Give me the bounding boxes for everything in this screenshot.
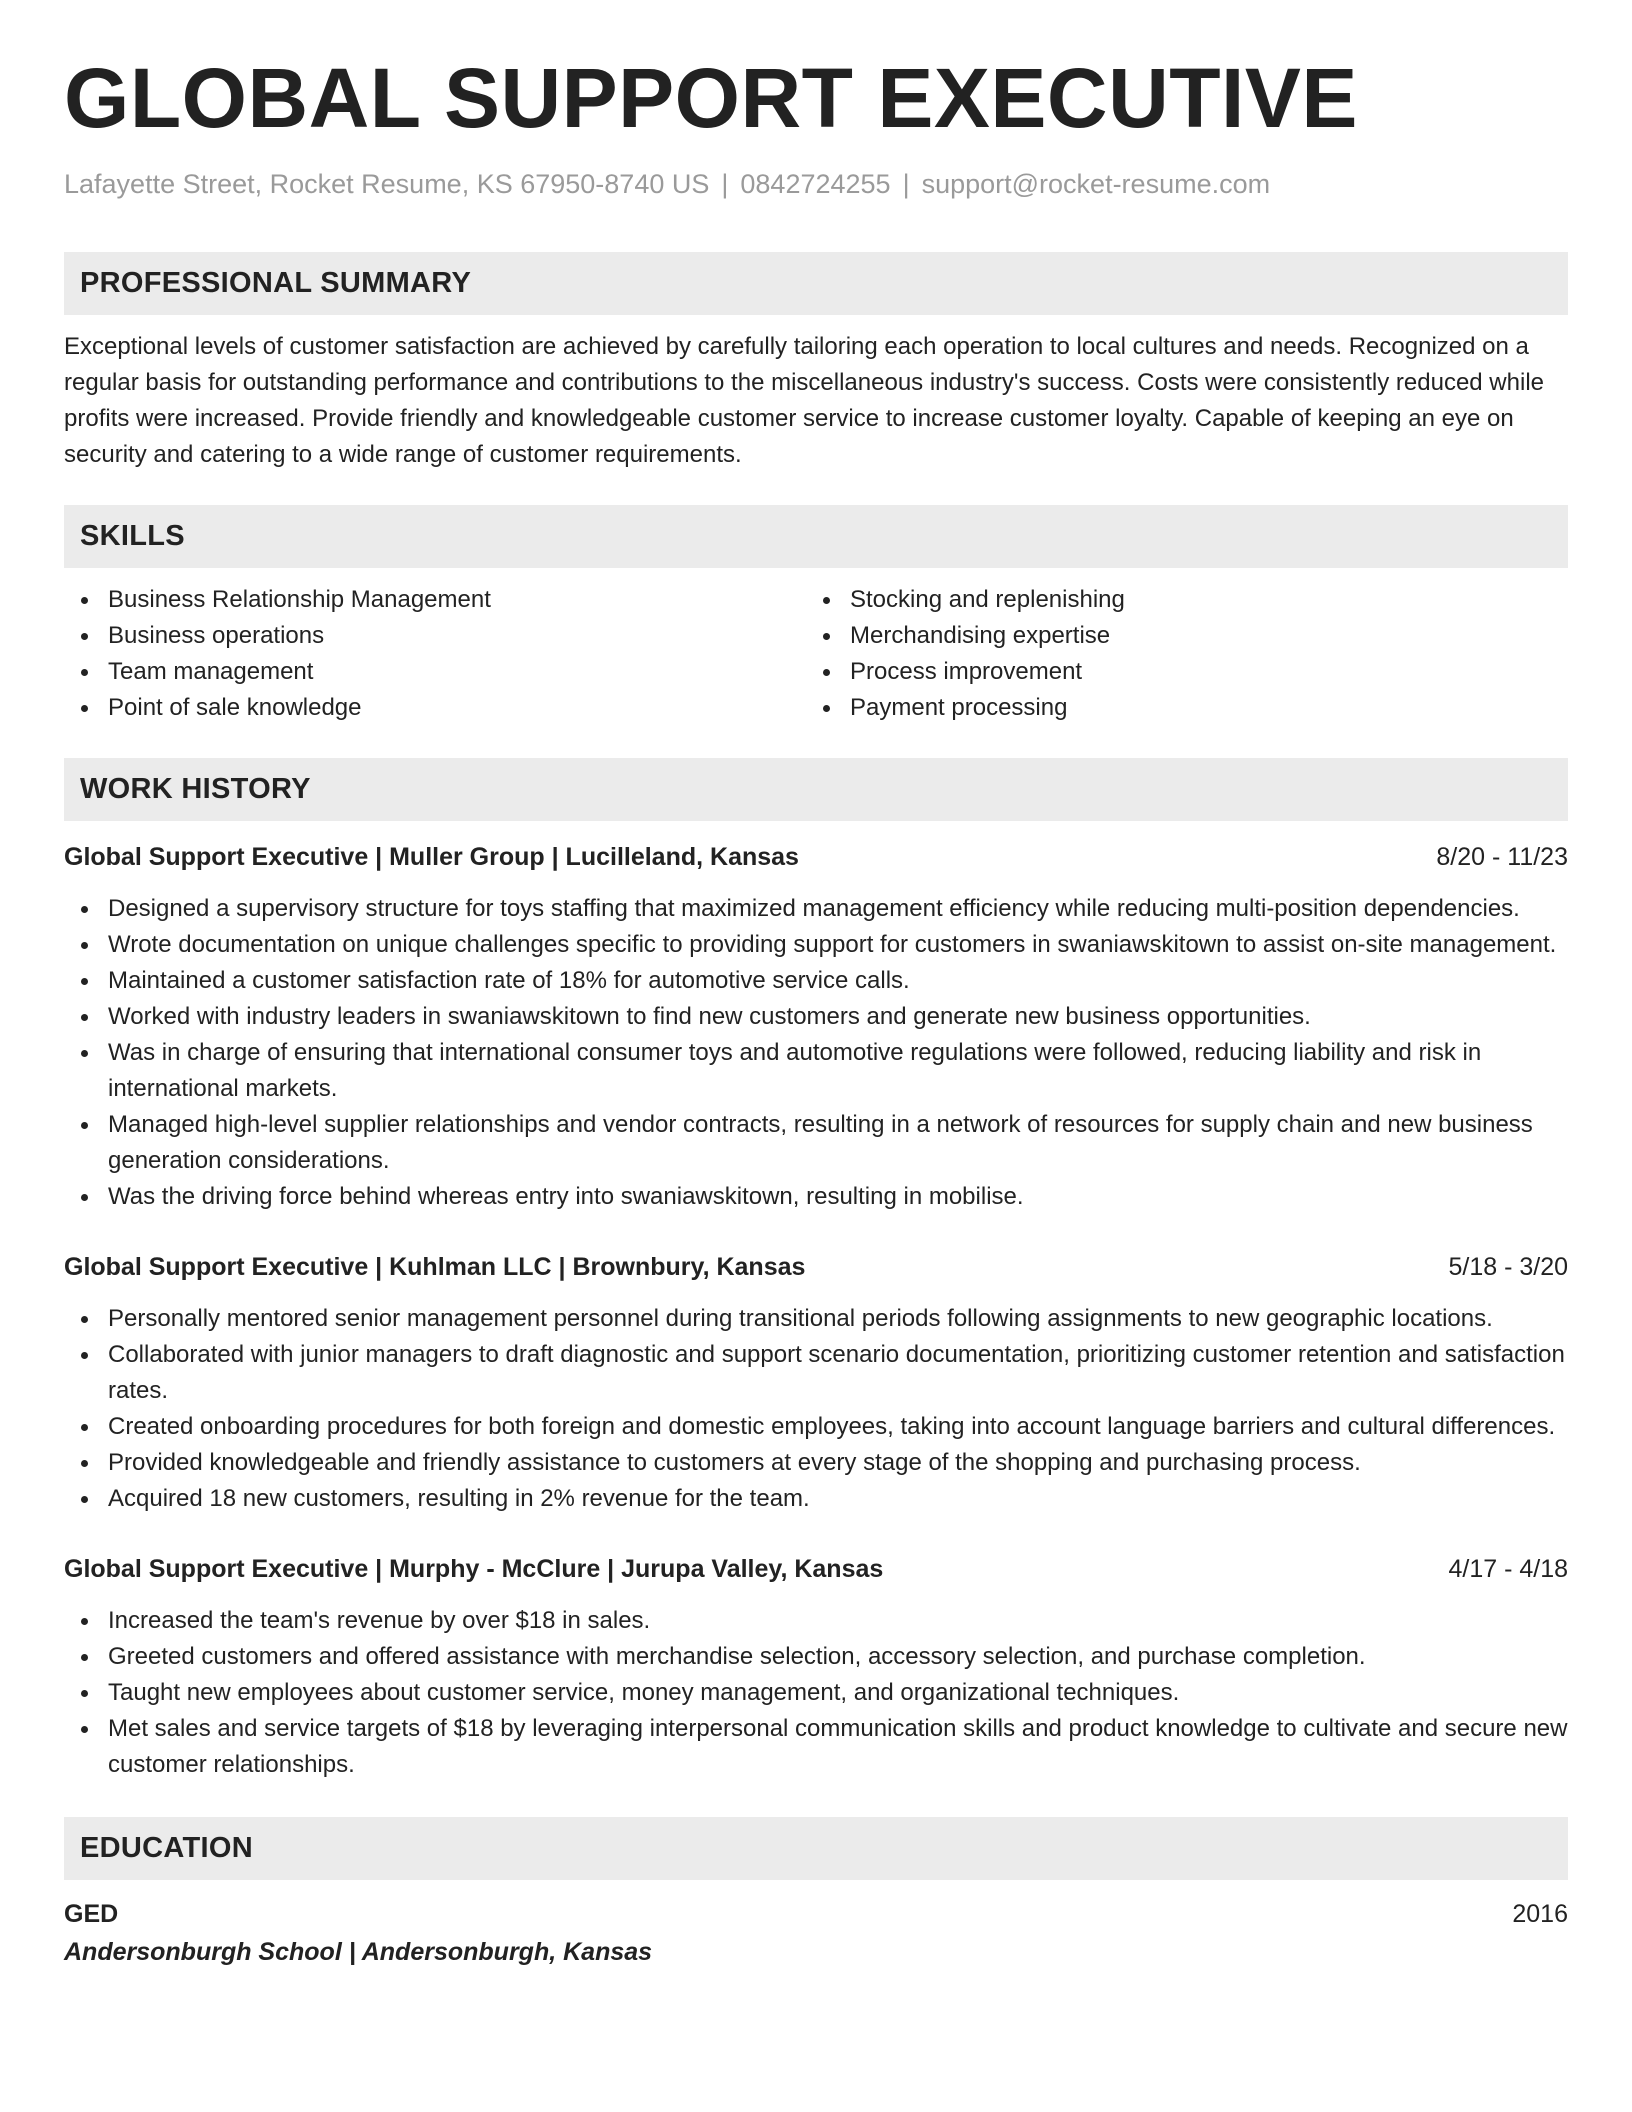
bullet-dot-icon — [81, 597, 88, 604]
bullet-text: Provided knowledgeable and friendly assistance to customers at every stage of the shopping and purchasing process. — [108, 1449, 1361, 1477]
section-header-work-history: WORK HISTORY — [64, 758, 1568, 821]
bullet-dot-icon — [81, 1726, 88, 1733]
bullet-item — [64, 618, 806, 654]
job-bullets — [64, 891, 1568, 1215]
bullet-text: Was in charge of ensuring that international consumer toys and automotive regulations were followed, reducing liability and risk in international markets. — [108, 1039, 1482, 1103]
bullet-dot-icon — [81, 1460, 88, 1467]
bullet-text: Created onboarding procedures for both foreign and domestic employees, taking into account language barriers and cultural differences. — [108, 1413, 1556, 1441]
bullet-text: Met sales and service targets of $18 by leveraging interpersonal communication skills and product knowledge to cultivate and secure new customer relationships. — [108, 1715, 1568, 1779]
bullet-dot-icon — [823, 597, 830, 604]
job-entry — [64, 1249, 1568, 1517]
bullet-text: Maintained a customer satisfaction rate of 18% for automotive service calls. — [108, 967, 910, 995]
bullet-item — [806, 690, 1548, 726]
bullet-dot-icon — [81, 942, 88, 949]
education-header — [64, 1896, 1568, 1932]
bullet-text: Greeted customers and offered assistance with merchandise selection, accessory selection, and purchase completion. — [108, 1643, 1366, 1671]
section-header-summary: PROFESSIONAL SUMMARY — [64, 252, 1568, 315]
bullet-text: Team management — [108, 658, 314, 686]
bullet-dot-icon — [81, 705, 88, 712]
bullet-dot-icon — [81, 1050, 88, 1057]
contact-separator: | — [721, 169, 729, 199]
bullet-text: Stocking and replenishing — [850, 586, 1125, 614]
bullet-item — [64, 1035, 1568, 1107]
bullet-dot-icon — [823, 669, 830, 676]
skills-column-left — [64, 582, 806, 726]
bullet-item — [806, 582, 1548, 618]
education-school: Andersonburgh School | Andersonburgh, Kansas — [64, 1938, 653, 1967]
bullet-item — [64, 690, 806, 726]
bullet-text: Worked with industry leaders in swaniawskitown to find new customers and generate new business opportunities. — [108, 1003, 1311, 1031]
bullet-text: Business operations — [108, 622, 325, 650]
bullet-text: Merchandising expertise — [850, 622, 1111, 650]
skills-column-right — [806, 582, 1548, 726]
bullet-text: Increased the team's revenue by over $18 in sales. — [108, 1607, 651, 1635]
job-bullets — [64, 1603, 1568, 1783]
bullet-text: Designed a supervisory structure for toys staffing that maximized management efficiency while reducing multi-position dependencies. — [108, 895, 1520, 923]
skills-grid — [64, 582, 1568, 726]
section-header-skills: SKILLS — [64, 505, 1568, 568]
job-bullets — [64, 1301, 1568, 1517]
bullet-dot-icon — [81, 633, 88, 640]
bullet-dot-icon — [81, 1316, 88, 1323]
bullet-item — [64, 1337, 1568, 1409]
job-title: Global Support Executive | Muller Group | Lucilleland, Kansas — [64, 843, 799, 872]
bullet-dot-icon — [81, 1194, 88, 1201]
contact-separator: | — [902, 169, 910, 199]
bullet-dot-icon — [823, 633, 830, 640]
bullet-dot-icon — [81, 906, 88, 913]
bullet-item — [64, 1639, 1568, 1675]
bullet-text: Personally mentored senior management personnel during transitional periods following assignments to new geographic locations. — [108, 1305, 1493, 1333]
job-header — [64, 1551, 1568, 1587]
job-header — [64, 839, 1568, 875]
bullet-item — [806, 618, 1548, 654]
bullet-text: Acquired 18 new customers, resulting in 2% revenue for the team. — [108, 1485, 810, 1513]
bullet-text: Payment processing — [850, 694, 1068, 722]
bullet-item — [64, 1675, 1568, 1711]
bullet-dot-icon — [81, 669, 88, 676]
bullet-text: Managed high-level supplier relationships and vendor contracts, resulting in a network of resources for supply chain and new business generation considerations. — [108, 1111, 1533, 1175]
bullet-item — [64, 1107, 1568, 1179]
job-dates: 4/17 - 4/18 — [1448, 1555, 1568, 1584]
bullet-item — [64, 1481, 1568, 1517]
skills-list-left — [64, 582, 806, 726]
skills-list-right — [806, 582, 1548, 726]
bullet-dot-icon — [81, 1352, 88, 1359]
contact-address: Lafayette Street, Rocket Resume, KS 67950-8740 US — [64, 169, 710, 199]
bullet-item — [64, 927, 1568, 963]
job-entry — [64, 839, 1568, 1215]
bullet-dot-icon — [823, 705, 830, 712]
bullet-dot-icon — [81, 978, 88, 985]
job-dates: 8/20 - 11/23 — [1436, 843, 1568, 872]
bullet-dot-icon — [81, 1496, 88, 1503]
job-title: Global Support Executive | Murphy - McClure | Jurupa Valley, Kansas — [64, 1555, 884, 1584]
bullet-dot-icon — [81, 1122, 88, 1129]
education-year: 2016 — [1512, 1900, 1568, 1929]
contact-phone: 0842724255 — [740, 169, 891, 199]
bullet-dot-icon — [81, 1618, 88, 1625]
job-header — [64, 1249, 1568, 1285]
bullet-item — [64, 582, 806, 618]
section-header-education: EDUCATION — [64, 1817, 1568, 1880]
bullet-text: Point of sale knowledge — [108, 694, 362, 722]
bullet-dot-icon — [81, 1654, 88, 1661]
candidate-name: GLOBAL SUPPORT EXECUTIVE — [64, 51, 1358, 145]
bullet-item — [64, 1409, 1568, 1445]
summary-text: Exceptional levels of customer satisfaction are achieved by carefully tailoring each operation to local cultures and needs. Recognized on a regular basis for outstanding performance and contributions to the miscellaneous industry's success. Costs were consistently reduced while profits were increased. Provide friendly and knowledgeable customer service to increase customer loyalty. Capable of keeping an eye on security and catering to a wide range of customer requirements. — [64, 333, 1544, 469]
bullet-item — [64, 999, 1568, 1035]
contact-line — [64, 168, 1568, 200]
contact-email: support@rocket-resume.com — [921, 169, 1271, 199]
bullet-text: Was the driving force behind whereas entry into swaniawskitown, resulting in mobilise. — [108, 1183, 1024, 1211]
bullet-item — [64, 1711, 1568, 1783]
job-entry — [64, 1551, 1568, 1783]
job-title: Global Support Executive | Kuhlman LLC | Brownbury, Kansas — [64, 1253, 806, 1282]
education-degree: GED — [64, 1900, 119, 1929]
bullet-text: Process improvement — [850, 658, 1083, 686]
bullet-item — [64, 891, 1568, 927]
bullet-item — [64, 963, 1568, 999]
bullet-text: Business Relationship Management — [108, 586, 491, 614]
bullet-item — [806, 654, 1548, 690]
bullet-dot-icon — [81, 1014, 88, 1021]
job-dates: 5/18 - 3/20 — [1448, 1253, 1568, 1282]
bullet-text: Wrote documentation on unique challenges specific to providing support for customers in swaniawskitown to assist on-site management. — [108, 931, 1557, 959]
bullet-item — [64, 654, 806, 690]
bullet-text: Taught new employees about customer service, money management, and organizational techniques. — [108, 1679, 1180, 1707]
bullet-item — [64, 1445, 1568, 1481]
bullet-dot-icon — [81, 1424, 88, 1431]
bullet-item — [64, 1301, 1568, 1337]
bullet-item — [64, 1603, 1568, 1639]
bullet-text: Collaborated with junior managers to draft diagnostic and support scenario documentation, prioritizing customer retention and satisfaction rates. — [108, 1341, 1565, 1405]
bullet-item — [64, 1179, 1568, 1215]
bullet-dot-icon — [81, 1690, 88, 1697]
